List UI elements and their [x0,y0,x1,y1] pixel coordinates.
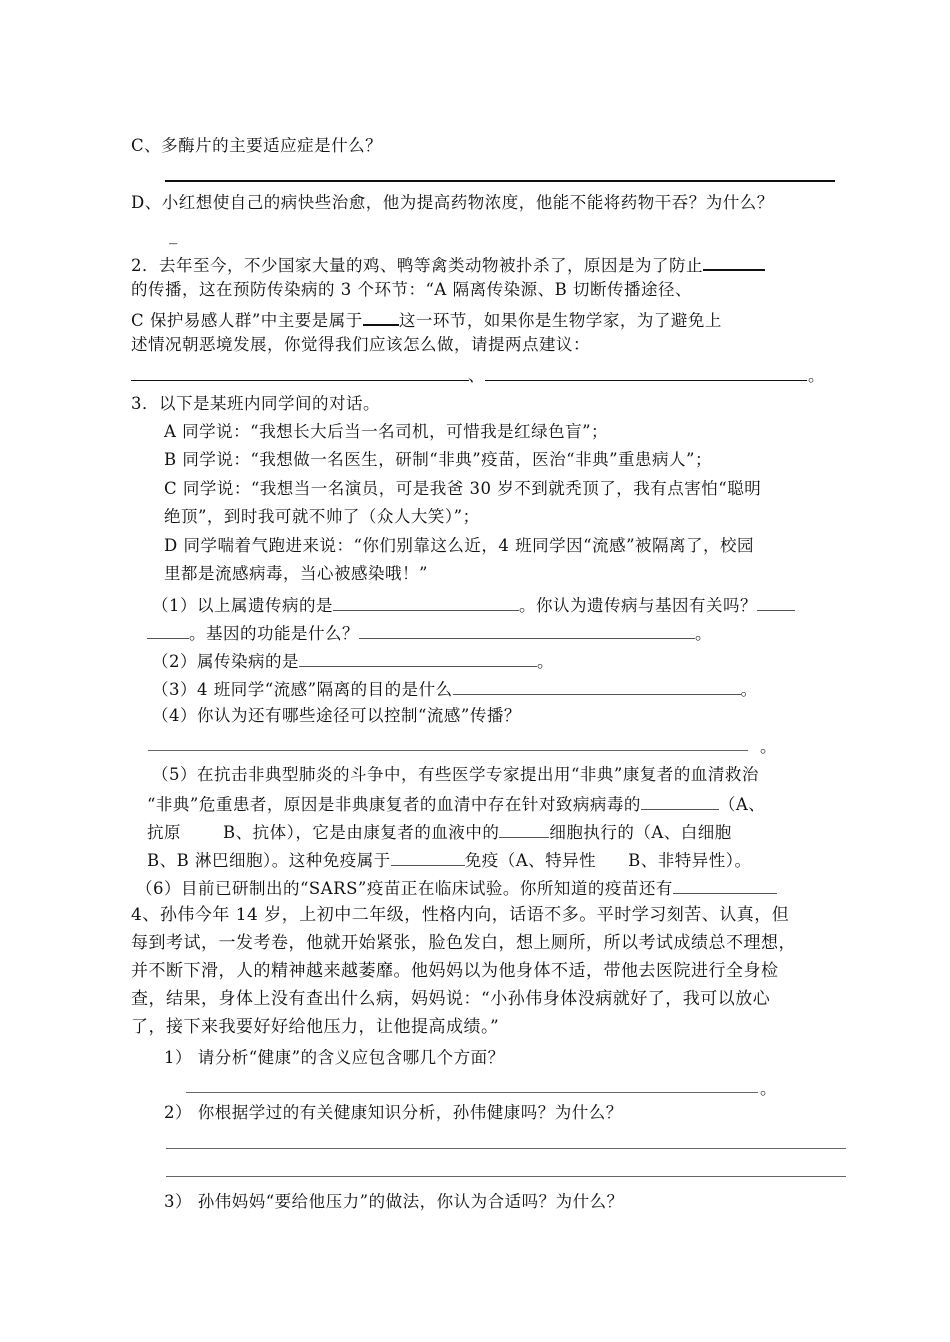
q2-blank-disease[interactable] [703,253,765,271]
q3-sub4-answer-line[interactable] [148,750,748,751]
q3-student-d-line1: D 同学喘着气跑进来说：“你们别靠这么近，4 班同学因“流感”被隔离了，校园 [164,536,755,555]
q3-blank-gene-related-b[interactable] [147,622,189,639]
q3-sub5-line4 [147,849,752,871]
q4-line4: 查，结果，身体上没有查出什么病，妈妈说：“小孙伟身体没病就好了，我可以放心 [131,989,771,1009]
q2-line1-text: 2．去年至今，不少国家大量的鸡、鸭等禽类动物被扑杀了，原因是为了防止 [131,256,703,275]
q3-sub2 [152,650,554,672]
q3-sub3-end: 。 [740,680,758,699]
q2-line3-text-a: C 保护易感人群”中主要是属于 [131,311,363,330]
q4-sub2-answer-line-2[interactable] [166,1176,846,1177]
q3-student-b: B 同学说：“我想做一名医生，研制“非典”疫苗，医治“非典”重患病人”； [164,450,712,469]
q3-sub4-end: 。 [760,737,777,756]
q2-line3-text-b: 这一环节，如果你是生物学家，为了避免上 [398,311,722,330]
q4-line2: 每到考试，一发考卷，他就开始紧张，脸色发白，想上厕所，所以考试成绩总不理想， [131,933,796,953]
q3-blank-cell[interactable] [499,821,549,838]
q4-line3: 并不断下滑，人的精神越来越萎靡。他妈妈以为他身体不适，带他去医院进行全身检 [131,961,779,981]
q4-sub3: 3） 孙伟妈妈“要给他压力”的做法，你认为合适吗？为什么？ [164,1192,624,1211]
q1-d-answer-mark[interactable]: _ [169,225,178,244]
q2-line4: 述情况朝恶境发展，你觉得我们应该怎么做，请提两点建议： [131,335,590,354]
q3-sub3-text: （3）4 班同学“流感”隔离的目的是什么 [152,680,453,699]
q2-blank-link[interactable] [363,308,399,326]
q3-student-d-line2: 里都是流感病毒，当心被感染哦！” [164,564,428,583]
q2-separator: 、 [468,366,485,385]
q3-sub5-text-a: “非典”危重患者，原因是非典康复者的血清中存在针对致病病毒的 [147,795,641,814]
q3-sub1-line2 [147,622,712,644]
q3-sub6-text: （6）目前已研制出的“SARS”疫苗正在临床试验。你所知道的疫苗还有 [136,879,673,898]
q4-sub1: 1） 请分析“健康”的含义应包含哪几个方面？ [164,1048,505,1067]
q2-suggestion-1-line[interactable] [131,380,469,381]
q3-sub5-line2 [147,793,765,815]
q3-sub3 [152,678,758,700]
q3-student-a: A 同学说：“我想长大后当一名司机，可惜我是红绿色盲”； [164,422,609,441]
q2-line1 [131,253,765,276]
q3-sub5-text-h: B、非特异性）。 [628,851,752,870]
q3-sub1-text-a: （1）以上属遗传病的是 [152,596,333,615]
q4-sub1-end: 。 [760,1079,777,1098]
q4-sub2-answer-line-1[interactable] [166,1148,846,1149]
q3-sub1-text-d: 。 [695,624,712,643]
q3-intro: 3．以下是某班内同学间的对话。 [131,394,380,413]
q2-line3 [131,308,722,331]
q3-sub5-text-e: 细胞执行的（A、白细胞 [549,823,732,842]
q3-blank-isolation-purpose[interactable] [453,678,741,695]
q3-blank-infectious[interactable] [299,650,537,667]
q3-sub5-line1: （5）在抗击非典型肺炎的斗争中，有些医学专家提出用“非典”康复者的血清救治 [152,765,759,784]
q3-blank-gene-related-a[interactable] [757,594,795,611]
q3-sub1-line1 [152,594,795,616]
q2-line2: 的传播，这在预防传染病的 3 个环节：“A 隔离传染源、B 切断传播途径、 [131,280,692,299]
q1-c-text: C、多酶片的主要适应症是什么？ [131,136,383,155]
q3-blank-vaccine[interactable] [673,877,777,894]
q3-sub6 [136,877,777,899]
q3-blank-antigen-antibody[interactable] [641,793,719,810]
q3-student-c-line2: 绝顶”，到时我可就不帅了（众人大笑）”； [164,507,480,526]
q3-sub5-text-c: 抗原 [147,823,181,842]
q3-blank-genetic-disease[interactable] [333,594,519,611]
q3-student-c-line1: C 同学说：“我想当一名演员，可是我爸 30 岁不到就秃顶了，我有点害怕“聪明 [164,479,762,498]
q1-d-text: D、小红想使自己的病快些治愈，他为提高药物浓度，他能不能将药物干吞？为什么？ [131,193,774,212]
q3-sub5-text-d: B、抗体），它是由康复者的血液中的 [223,823,500,842]
q4-sub2: 2） 你根据学过的有关健康知识分析，孙伟健康吗？为什么？ [164,1103,623,1122]
q3-sub1-text-b: 。你认为遗传病与基因有关吗？ [519,596,757,615]
q3-sub5-text-g: 免疫（A、特异性 [464,851,597,870]
q3-sub5-text-f: B、B 淋巴细胞）。这种免疫属于 [147,851,391,870]
q3-sub2-end: 。 [537,652,554,671]
q3-sub5-line3 [147,821,732,843]
q4-sub1-answer-line[interactable] [186,1092,758,1093]
q3-sub5-text-b: （A、 [718,795,766,814]
q4-line5: 了，接下来我要好好给他压力，让他提高成绩。” [131,1017,500,1037]
q1-c-answer-line[interactable] [165,180,835,182]
q3-blank-gene-function[interactable] [359,622,695,639]
q3-sub4: （4）你认为还有哪些途径可以控制“流感”传播？ [152,706,521,725]
q2-end: 。 [808,366,825,385]
q3-sub2-text: （2）属传染病的是 [152,652,299,671]
q2-suggestion-2-line[interactable] [485,380,807,381]
q3-blank-immunity-type[interactable] [391,849,465,866]
q4-line1: 4、孙伟今年 14 岁，上初中二年级，性格内向，话语不多。平时学习刻苦、认真，但 [131,905,790,925]
q3-sub1-text-c: 。基因的功能是什么？ [189,624,359,643]
